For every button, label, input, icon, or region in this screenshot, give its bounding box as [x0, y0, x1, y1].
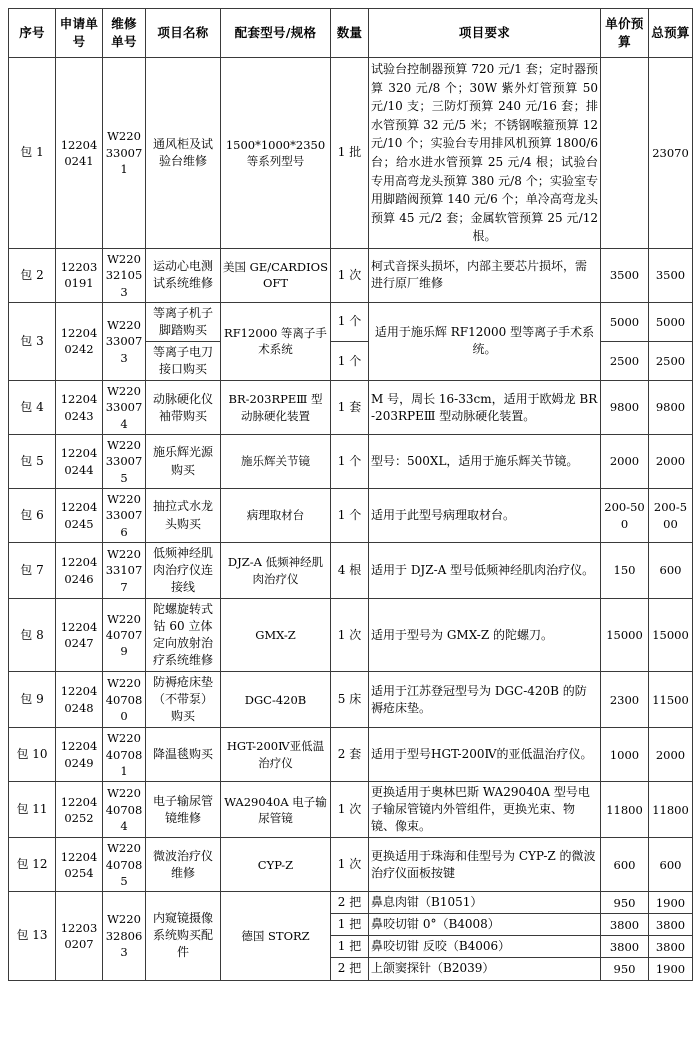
cell-seq: 包 5 [9, 435, 56, 489]
cell-repair-no: W220407079 [103, 599, 146, 672]
cell-requirement: 鼻息肉钳（B1051） [369, 892, 601, 914]
table-header [9, 9, 693, 58]
cell-project-name: 电子输尿管镜维修 [146, 782, 221, 838]
cell-project-name: 等离子机子脚踏购买 [146, 302, 221, 341]
cell-apply-no: 122030207 [56, 892, 103, 980]
cell-seq: 包 9 [9, 672, 56, 728]
cell-seq: 包 2 [9, 248, 56, 302]
cell-total-budget: 3500 [649, 248, 693, 302]
cell-model: 施乐辉关节镜 [221, 435, 331, 489]
cell-seq: 包 11 [9, 782, 56, 838]
cell-quantity: 1 次 [331, 599, 369, 672]
cell-seq: 包 6 [9, 489, 56, 543]
cell-total-budget: 600 [649, 838, 693, 892]
cell-apply-no: 122040241 [56, 58, 103, 249]
table-row [9, 248, 693, 302]
cell-unit-budget: 15000 [601, 599, 649, 672]
table-row [9, 892, 693, 914]
cell-requirement: 适用于型号为 GMX-Z 的陀螺刀。 [369, 599, 601, 672]
cell-seq: 包 8 [9, 599, 56, 672]
cell-project-name: 施乐辉光源购买 [146, 435, 221, 489]
cell-unit-budget: 5000 [601, 302, 649, 341]
cell-requirement: 更换适用于奥林巴斯 WA29040A 型号电子输尿管镜内外管组件，更换光束、物镜、像束。 [369, 782, 601, 838]
cell-project-name: 运动心电测试系统维修 [146, 248, 221, 302]
cell-quantity: 1 次 [331, 248, 369, 302]
cell-repair-no: W220330071 [103, 58, 146, 249]
cell-repair-no: W220330073 [103, 302, 146, 380]
cell-requirement: 试验台控制器预算 720 元/1 套；定时器预算 320 元/8 个；30W 紫外灯管预算 50 元/10 支；三防灯预算 240 元/16 套；排水管预算 32 元/5 米；不锈钢喉箍预算 12 元/10 个；实验台专用排风机预算 1800/6 台；给水进水管预算 25 元/4 根；试验台专用高弯龙头预算 380 元/8 个；实验室专用脚踏阀预算 140 元/6 个；单冷高弯龙头预算 45 元/2 套；金属软管预算 25 元/12 根。 [369, 58, 601, 249]
cell-unit-budget: 950 [601, 892, 649, 914]
cell-model: DGC-420B [221, 672, 331, 728]
cell-project-name: 抽拉式水龙头购买 [146, 489, 221, 543]
cell-quantity: 2 把 [331, 892, 369, 914]
cell-unit-budget: 150 [601, 543, 649, 599]
cell-seq: 包 10 [9, 728, 56, 782]
cell-repair-no: W220407084 [103, 782, 146, 838]
cell-seq: 包 4 [9, 381, 56, 435]
column-header-project-name: 项目名称 [146, 9, 221, 58]
cell-total-budget: 2000 [649, 728, 693, 782]
cell-repair-no: W220331077 [103, 543, 146, 599]
cell-total-budget: 15000 [649, 599, 693, 672]
cell-project-name: 动脉硬化仪袖带购买 [146, 381, 221, 435]
table-row [9, 58, 693, 249]
cell-apply-no: 122040252 [56, 782, 103, 838]
budget-table [8, 8, 693, 981]
cell-seq: 包 3 [9, 302, 56, 380]
cell-apply-no: 122040254 [56, 838, 103, 892]
cell-quantity: 1 次 [331, 838, 369, 892]
cell-seq: 包 1 [9, 58, 56, 249]
cell-project-name: 微波治疗仪维修 [146, 838, 221, 892]
cell-quantity: 5 床 [331, 672, 369, 728]
cell-apply-no: 122040246 [56, 543, 103, 599]
column-header-unit-budget: 单价预算 [601, 9, 649, 58]
cell-repair-no: W220407080 [103, 672, 146, 728]
cell-requirement: 更换适用于珠海和佳型号为 CYP-Z 的微波治疗仪面板按键 [369, 838, 601, 892]
cell-unit-budget: 2300 [601, 672, 649, 728]
cell-unit-budget: 200-500 [601, 489, 649, 543]
cell-apply-no: 122040248 [56, 672, 103, 728]
cell-apply-no: 122040245 [56, 489, 103, 543]
table-row [9, 672, 693, 728]
column-header-total-budget: 总预算 [649, 9, 693, 58]
cell-quantity: 1 套 [331, 381, 369, 435]
cell-unit-budget: 3800 [601, 936, 649, 958]
table-row [9, 381, 693, 435]
cell-model: HGT-200Ⅳ亚低温治疗仪 [221, 728, 331, 782]
cell-total-budget: 9800 [649, 381, 693, 435]
cell-seq: 包 12 [9, 838, 56, 892]
cell-requirement: 适用于 DJZ-A 型号低频神经肌肉治疗仪。 [369, 543, 601, 599]
cell-unit-budget: 11800 [601, 782, 649, 838]
cell-unit-budget: 600 [601, 838, 649, 892]
cell-project-name: 通风柜及试验台维修 [146, 58, 221, 249]
cell-quantity: 1 个 [331, 489, 369, 543]
cell-unit-budget: 2500 [601, 341, 649, 380]
cell-total-budget: 1900 [649, 958, 693, 980]
cell-project-name: 陀螺旋转式钴 60 立体定向放射治疗系统维修 [146, 599, 221, 672]
cell-repair-no: W220328063 [103, 892, 146, 980]
cell-requirement: 鼻咬切钳 0°（B4008） [369, 914, 601, 936]
cell-requirement: 适用于此型号病理取材台。 [369, 489, 601, 543]
cell-requirement: 柯式音探头损坏，内部主要芯片损坏，需进行原厂维修 [369, 248, 601, 302]
cell-repair-no: W220407081 [103, 728, 146, 782]
cell-model: 美国 GE/CARDIOSOFT [221, 248, 331, 302]
cell-unit-budget: 1000 [601, 728, 649, 782]
cell-model: GMX-Z [221, 599, 331, 672]
cell-repair-no: W220321053 [103, 248, 146, 302]
table-row [9, 302, 693, 341]
table-row [9, 435, 693, 489]
cell-quantity: 1 个 [331, 341, 369, 380]
cell-total-budget: 2000 [649, 435, 693, 489]
cell-requirement: 上颌窦探针（B2039） [369, 958, 601, 980]
cell-apply-no: 122040242 [56, 302, 103, 380]
cell-model: BR-203RPEⅢ 型动脉硬化装置 [221, 381, 331, 435]
cell-seq: 包 13 [9, 892, 56, 980]
cell-model: 1500*1000*2350等系列型号 [221, 58, 331, 249]
cell-repair-no: W220330075 [103, 435, 146, 489]
cell-unit-budget: 950 [601, 958, 649, 980]
cell-total-budget: 3800 [649, 914, 693, 936]
cell-model: RF12000 等离子手术系统 [221, 302, 331, 380]
column-header-seq: 序号 [9, 9, 56, 58]
cell-quantity: 1 次 [331, 782, 369, 838]
cell-total-budget: 2500 [649, 341, 693, 380]
cell-requirement: 适用于江苏登冠型号为 DGC-420B 的防褥疮床垫。 [369, 672, 601, 728]
cell-seq: 包 7 [9, 543, 56, 599]
table-body [9, 58, 693, 981]
cell-model: 德国 STORZ [221, 892, 331, 980]
cell-total-budget: 600 [649, 543, 693, 599]
cell-repair-no: W220407085 [103, 838, 146, 892]
cell-apply-no: 122030191 [56, 248, 103, 302]
cell-requirement: 型号：500XL，适用于施乐辉关节镜。 [369, 435, 601, 489]
cell-model: CYP-Z [221, 838, 331, 892]
cell-total-budget: 1900 [649, 892, 693, 914]
cell-quantity: 2 套 [331, 728, 369, 782]
table-row [9, 599, 693, 672]
cell-project-name: 低频神经肌肉治疗仪连接线 [146, 543, 221, 599]
cell-total-budget: 200-500 [649, 489, 693, 543]
cell-repair-no: W220330074 [103, 381, 146, 435]
cell-model: WA29040A 电子输尿管镜 [221, 782, 331, 838]
cell-project-name: 内窥镜摄像系统购买配件 [146, 892, 221, 980]
column-header-apply-no: 申请单号 [56, 9, 103, 58]
column-header-model: 配套型号/规格 [221, 9, 331, 58]
cell-project-name: 等离子电刀接口购买 [146, 341, 221, 380]
cell-requirement: 鼻咬切钳 反咬（B4006） [369, 936, 601, 958]
table-row [9, 489, 693, 543]
cell-quantity: 1 个 [331, 302, 369, 341]
cell-quantity: 1 把 [331, 936, 369, 958]
cell-model: DJZ-A 低频神经肌肉治疗仪 [221, 543, 331, 599]
cell-unit-budget: 3800 [601, 914, 649, 936]
cell-unit-budget: 3500 [601, 248, 649, 302]
cell-quantity: 2 把 [331, 958, 369, 980]
cell-project-name: 降温毯购买 [146, 728, 221, 782]
cell-total-budget: 3800 [649, 936, 693, 958]
cell-quantity: 1 个 [331, 435, 369, 489]
cell-apply-no: 122040249 [56, 728, 103, 782]
column-header-requirement: 项目要求 [369, 9, 601, 58]
column-header-repair-no: 维修单号 [103, 9, 146, 58]
cell-requirement: 适用于施乐辉 RF12000 型等离子手术系统。 [369, 302, 601, 380]
cell-quantity: 1 把 [331, 914, 369, 936]
table-row [9, 782, 693, 838]
cell-unit-budget: 9800 [601, 381, 649, 435]
cell-unit-budget: 2000 [601, 435, 649, 489]
cell-quantity: 4 根 [331, 543, 369, 599]
cell-requirement: 适用于型号HGT-200Ⅳ的亚低温治疗仪。 [369, 728, 601, 782]
table-row [9, 838, 693, 892]
table-row [9, 543, 693, 599]
cell-requirement: M 号，周长 16-33cm，适用于欧姆龙 BR-203RPEⅢ 型动脉硬化装置。 [369, 381, 601, 435]
cell-unit-budget [601, 58, 649, 249]
cell-total-budget: 5000 [649, 302, 693, 341]
cell-total-budget: 11500 [649, 672, 693, 728]
header-row [9, 9, 693, 58]
cell-total-budget: 23070 [649, 58, 693, 249]
cell-apply-no: 122040247 [56, 599, 103, 672]
column-header-quantity: 数量 [331, 9, 369, 58]
table-row [9, 728, 693, 782]
cell-apply-no: 122040244 [56, 435, 103, 489]
cell-total-budget: 11800 [649, 782, 693, 838]
cell-apply-no: 122040243 [56, 381, 103, 435]
cell-quantity: 1 批 [331, 58, 369, 249]
cell-project-name: 防褥疮床垫（不带泵）购买 [146, 672, 221, 728]
cell-model: 病理取材台 [221, 489, 331, 543]
cell-repair-no: W220330076 [103, 489, 146, 543]
